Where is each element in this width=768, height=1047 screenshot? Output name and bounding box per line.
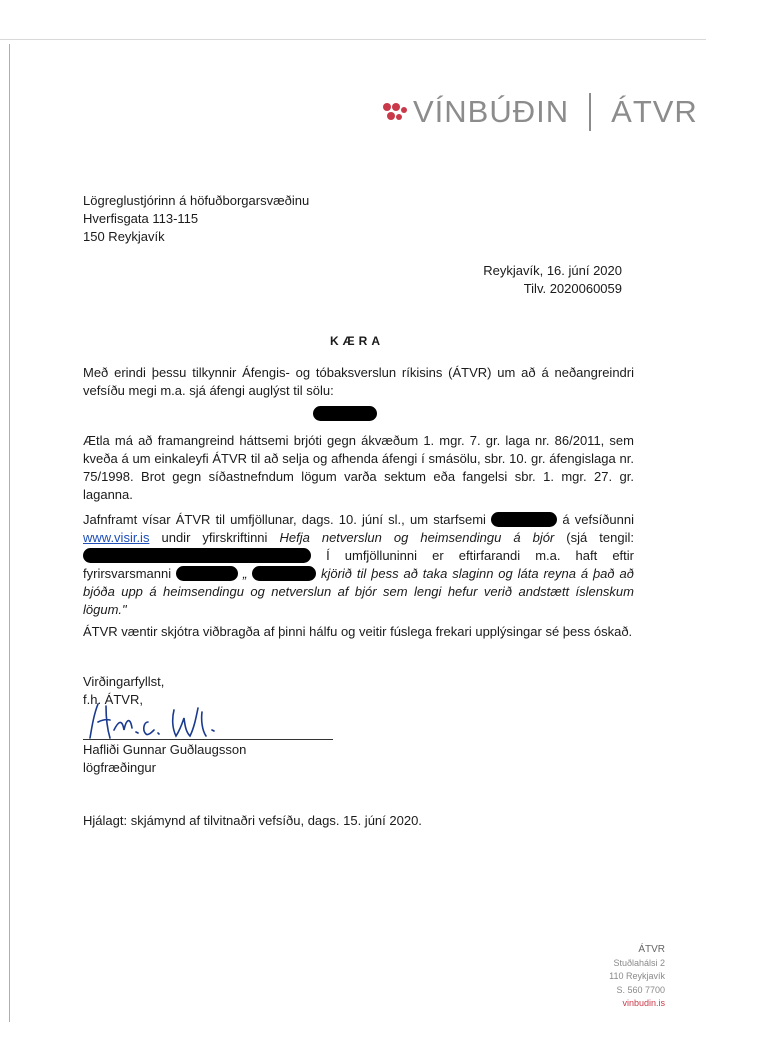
handwritten-signature <box>84 700 254 742</box>
paragraph-2: Ætla má að framangreind háttsemi brjóti gegn ákvæðum 1. mgr. 7. gr. laga nr. 86/2011, sem kveða á um einkaleyfi ÁTVR til að selja og afhenda áfengi í smásölu, sbr. 10. gr. áfengislaga nr. 75/1998. Brot gegn síðastnefndum lögum varða sektum eða fangelsi sbr. 1. mgr. 27. gr. laganna. <box>83 433 634 502</box>
recipient-line-2: Hverfisgata 113-115 <box>83 211 199 226</box>
signatory-name: Hafliði Gunnar Guðlaugsson <box>83 742 247 757</box>
footer-phone: S. 560 7700 <box>616 984 665 995</box>
signatory-title: lögfræðingur <box>83 760 156 775</box>
redacted-link <box>83 548 311 563</box>
logo-separator <box>589 93 591 131</box>
footer-city: 110 Reykjavík <box>609 971 665 981</box>
footer-street: Stuðlahálsi 2 <box>613 957 665 968</box>
article-headline: Hefja netverslun og heimsendingu á bjór <box>279 530 555 545</box>
letter-heading: KÆRA <box>330 334 384 348</box>
visir-link[interactable]: www.visir.is <box>83 530 150 545</box>
page-margin-rule <box>9 44 10 1022</box>
grape-dots-icon <box>383 99 409 125</box>
signatory <box>83 741 246 777</box>
reference-number: Tilv. 2020060059 <box>523 281 622 296</box>
letter-date: Reykjavík, 16. júní 2020 <box>483 263 622 278</box>
recipient-address <box>83 192 309 246</box>
recipient-line-3: 150 Reykjavík <box>83 229 165 244</box>
dateline <box>483 262 622 298</box>
logo-brand: VÍNBÚÐIN <box>413 94 570 129</box>
closing-on-behalf: f.h. ÁTVR, <box>83 692 143 707</box>
footer-name: ÁTVR <box>638 944 665 955</box>
paragraph-4: ÁTVR væntir skjótra viðbragða af þinni hálfu og veitir fúslega frekari upplýsingar sé þess óskað. <box>83 624 633 639</box>
logo-org: ÁTVR <box>611 94 698 129</box>
vinbudin-logo <box>383 92 698 132</box>
closing-regards: Virðingarfyllst, <box>83 674 165 689</box>
paragraph-1: Með erindi þessu tilkynnir Áfengis- og tóbaksverslun ríkisins (ÁTVR) um að á neðangreindri vefsíðu megi m.a. sjá áfengi auglýst til sölu: <box>83 365 634 398</box>
footer-address <box>609 943 665 1011</box>
redacted-quote <box>252 566 316 581</box>
signature-line <box>83 739 333 740</box>
quote-text: kjörið til þess að taka slaginn og láta reyna á það að bjóða upp á heimsendingu og netverslun af bjór sem lengi hefur verið andstætt íslenskum lögum." <box>83 566 634 617</box>
redacted-name <box>176 566 238 581</box>
recipient-line-1: Lögreglustjórinn á höfuðborgarsvæðinu <box>83 193 310 208</box>
redacted-company <box>491 512 557 527</box>
paragraph-3: Jafnframt vísar ÁTVR til umfjöllunar, dags. 10. júní sl., um starfsemi á vefsíðunni www.visir.is undir yfirskriftinni Hefja netverslun og heimsendingu á bjór (sjá tengil: Í umfjölluninni er eftirfarandi m.a. haft eftir fyrirsvarsmanni „ kjörið til þess að taka slaginn og láta reyna á það að bjóða upp á heimsendingu og netverslun af bjór sem lengi hefur verið andstætt íslenskum lögum." <box>83 512 634 617</box>
footer-website[interactable]: vinbudin.is <box>622 998 665 1008</box>
redacted-url <box>313 405 377 423</box>
attachment-note: Hjálagt: skjámynd af tilvitnaðri vefsíðu, dags. 15. júní 2020. <box>83 813 422 828</box>
top-divider <box>0 39 706 40</box>
